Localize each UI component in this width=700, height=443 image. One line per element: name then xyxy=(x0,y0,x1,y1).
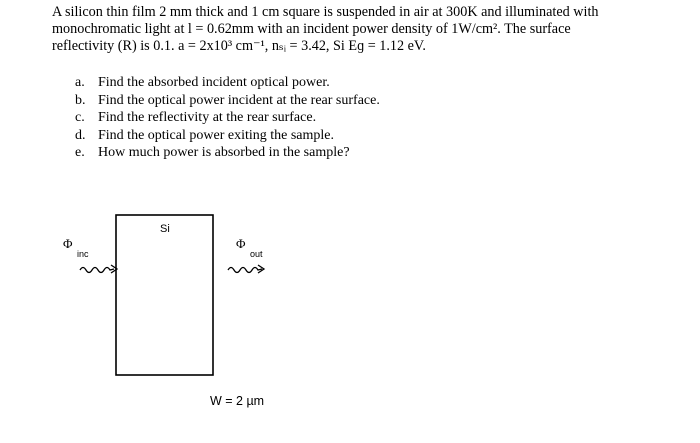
phi-incident-subscript: inc xyxy=(77,249,89,259)
question-text: How much power is absorbed in the sample? xyxy=(98,145,350,160)
question-letter: c. xyxy=(75,110,85,125)
question-text: Find the reflectivity at the rear surface. xyxy=(98,110,317,125)
question-letter: e. xyxy=(75,145,85,160)
silicon-label: Si xyxy=(160,223,170,235)
question-letter: b. xyxy=(75,92,86,108)
problem-line-3: reflectivity (R) is 0.1. a = 2x10³ cm⁻¹, nₛᵢ = 3.42, Si Eɡ = 1.12 eV. xyxy=(52,38,426,54)
question-letter: d. xyxy=(75,127,86,143)
output-light-arrow-icon xyxy=(228,265,264,273)
width-label: W = 2 µm xyxy=(210,394,265,408)
question-text: Find the absorbed incident optical power. xyxy=(98,75,330,90)
question-letter: a. xyxy=(75,75,85,90)
silicon-slab xyxy=(116,215,213,375)
phi-output-subscript: out xyxy=(250,249,263,259)
question-text: Find the optical power exiting the sample. xyxy=(98,127,335,143)
problem-line-1: A silicon thin film 2 mm thick and 1 cm square is suspended in air at 300K and illuminated with xyxy=(52,4,599,20)
incident-light-arrow-icon xyxy=(80,265,117,273)
phi-output-symbol: Φ xyxy=(236,236,246,251)
phi-incident-symbol: Φ xyxy=(63,236,73,251)
question-text: Find the optical power incident at the rear surface. xyxy=(98,92,380,108)
problem-line-2: monochromatic light at l = 0.62mm with an incident power density of 1W/cm². The surface xyxy=(52,21,571,37)
